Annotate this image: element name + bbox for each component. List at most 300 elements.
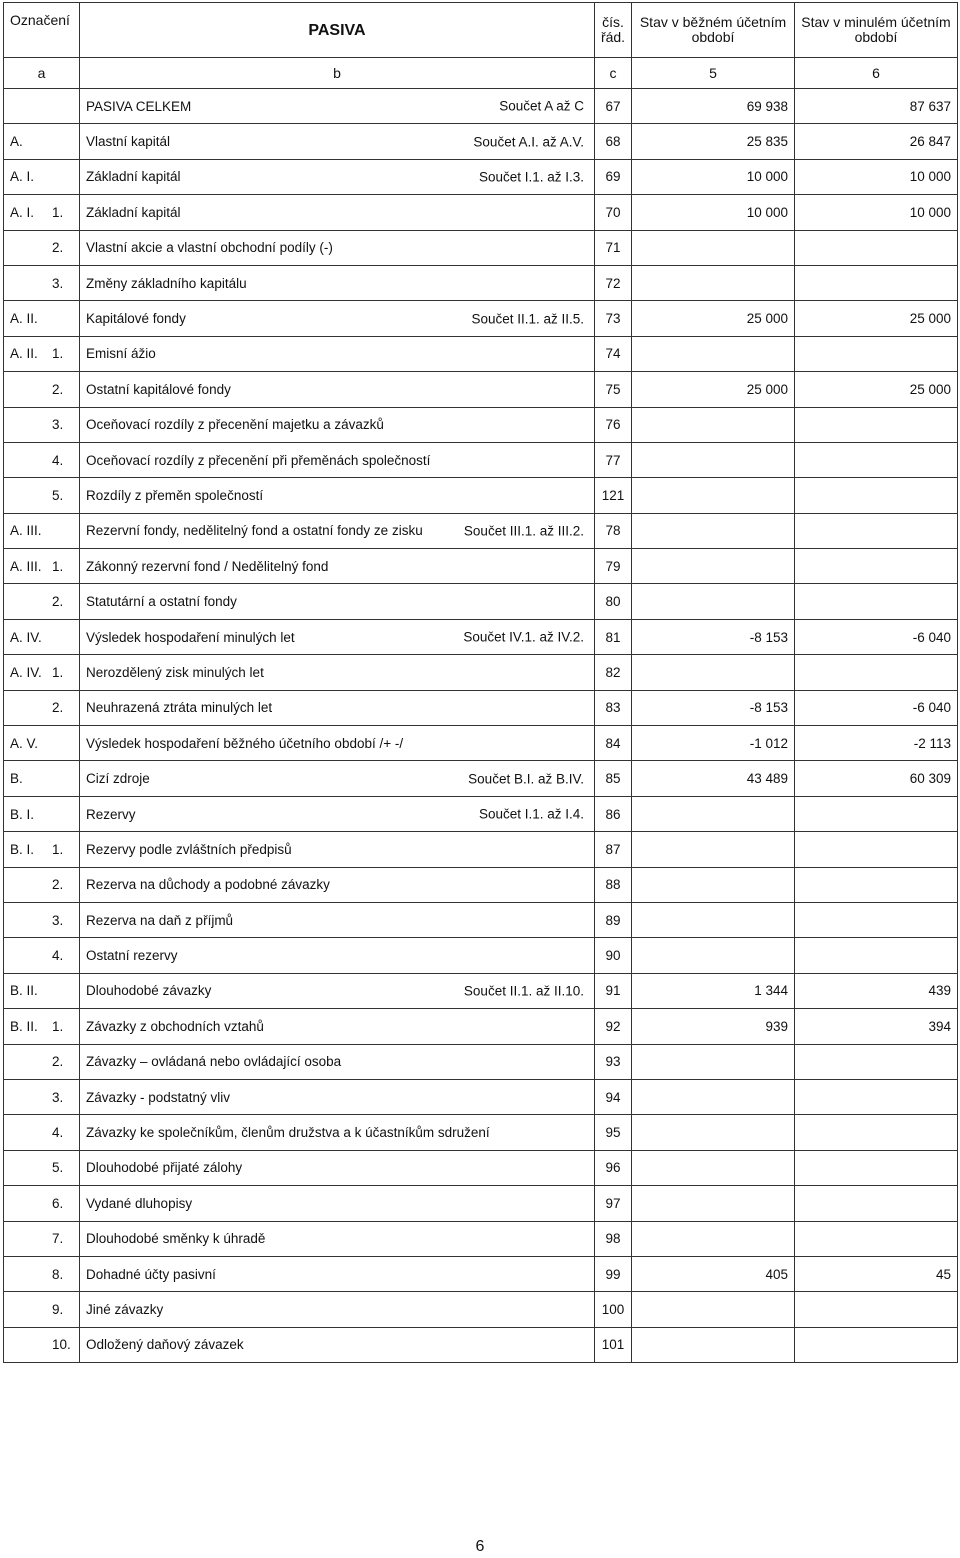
item-label-cell xyxy=(80,1079,595,1114)
designation-subcode: 2. xyxy=(52,877,64,893)
item-label: Závazky - podstatný vliv xyxy=(86,1089,231,1105)
table-row xyxy=(4,478,958,513)
table-row xyxy=(4,336,958,371)
designation-cell xyxy=(4,89,80,124)
previous-period-value: 25 000 xyxy=(795,372,958,407)
previous-period-value xyxy=(795,1044,958,1079)
item-label: Statutární a ostatní fondy xyxy=(86,594,237,610)
current-period-value: 10 000 xyxy=(632,195,795,230)
previous-period-value xyxy=(795,407,958,442)
designation-subcode: 10. xyxy=(52,1337,71,1353)
previous-period-value xyxy=(795,265,958,300)
balance-sheet-table xyxy=(3,2,958,1363)
row-number: 99 xyxy=(595,1256,632,1291)
header-designation: Označení xyxy=(4,3,80,58)
designation-cell xyxy=(4,1009,80,1044)
item-label: Nerozdělený zisk minulých let xyxy=(86,664,264,680)
previous-period-value xyxy=(795,513,958,548)
designation-code: B. I. xyxy=(10,806,35,822)
designation-subcode: 3. xyxy=(52,275,64,291)
current-period-value xyxy=(632,442,795,477)
current-period-value xyxy=(632,1221,795,1256)
item-label: Vlastní akcie a vlastní obchodní podíly (-) xyxy=(86,240,333,256)
designation-cell xyxy=(4,442,80,477)
item-label-cell xyxy=(80,726,595,761)
row-number: 84 xyxy=(595,726,632,761)
previous-period-value xyxy=(795,584,958,619)
header-row xyxy=(4,3,958,58)
subheader-5: 5 xyxy=(632,58,795,89)
item-label-cell xyxy=(80,867,595,902)
previous-period-value xyxy=(795,1221,958,1256)
current-period-value xyxy=(632,230,795,265)
designation-cell xyxy=(4,938,80,973)
current-period-value xyxy=(632,513,795,548)
designation-cell xyxy=(4,478,80,513)
designation-cell xyxy=(4,336,80,371)
table-row xyxy=(4,761,958,796)
item-label: Základní kapitál xyxy=(86,204,181,220)
item-label-cell xyxy=(80,973,595,1008)
designation-code: A. III. xyxy=(10,558,42,574)
previous-period-value xyxy=(795,796,958,831)
current-period-value: 43 489 xyxy=(632,761,795,796)
item-label: Cizí zdroje xyxy=(86,771,150,787)
previous-period-value xyxy=(795,1292,958,1327)
item-label-cell xyxy=(80,1327,595,1362)
designation-subcode: 9. xyxy=(52,1301,64,1317)
row-number: 74 xyxy=(595,336,632,371)
current-period-value: 25 835 xyxy=(632,124,795,159)
header-title: PASIVA xyxy=(80,3,595,58)
item-label: Neuhrazená ztráta minulých let xyxy=(86,700,273,716)
table-row xyxy=(4,372,958,407)
item-label: PASIVA CELKEM xyxy=(86,98,192,114)
item-label: Rozdíly z přeměn společností xyxy=(86,487,264,503)
row-number: 93 xyxy=(595,1044,632,1079)
subheader-c: c xyxy=(595,58,632,89)
item-label-cell xyxy=(80,407,595,442)
table-row xyxy=(4,938,958,973)
current-period-value xyxy=(632,1115,795,1150)
designation-cell xyxy=(4,1292,80,1327)
item-label-cell xyxy=(80,655,595,690)
table-row xyxy=(4,265,958,300)
header-current-period: Stav v běžném účetním období xyxy=(632,3,795,58)
item-label: Kapitálové fondy xyxy=(86,311,186,327)
row-number: 85 xyxy=(595,761,632,796)
table-body xyxy=(4,89,958,1363)
item-label: Odložený daňový závazek xyxy=(86,1337,244,1353)
designation-cell xyxy=(4,265,80,300)
designation-cell xyxy=(4,513,80,548)
table-row xyxy=(4,549,958,584)
row-number: 91 xyxy=(595,973,632,1008)
row-number: 89 xyxy=(595,902,632,937)
previous-period-value xyxy=(795,832,958,867)
designation-code: A. II. xyxy=(10,346,38,362)
item-label-cell xyxy=(80,938,595,973)
previous-period-value: -6 040 xyxy=(795,690,958,725)
current-period-value xyxy=(632,407,795,442)
table-row xyxy=(4,1044,958,1079)
sum-formula: Součet II.1. až II.10. xyxy=(463,983,584,999)
item-label: Oceňovací rozdíly z přecenění majetku a závazků xyxy=(86,417,384,433)
designation-code: B. II. xyxy=(10,983,38,999)
designation-code: B. II. xyxy=(10,1018,38,1034)
designation-cell xyxy=(4,301,80,336)
row-number: 98 xyxy=(595,1221,632,1256)
sum-formula: Součet IV.1. až IV.2. xyxy=(463,629,584,645)
previous-period-value xyxy=(795,1327,958,1362)
previous-period-value: 394 xyxy=(795,1009,958,1044)
current-period-value: -8 153 xyxy=(632,619,795,654)
row-number: 80 xyxy=(595,584,632,619)
row-number: 87 xyxy=(595,832,632,867)
designation-cell xyxy=(4,159,80,194)
designation-code: A. V. xyxy=(10,735,39,751)
item-label-cell xyxy=(80,513,595,548)
previous-period-value xyxy=(795,1150,958,1185)
table-row xyxy=(4,973,958,1008)
previous-period-value xyxy=(795,478,958,513)
designation-subcode: 2. xyxy=(52,381,64,397)
current-period-value xyxy=(632,655,795,690)
table-row xyxy=(4,195,958,230)
designation-cell xyxy=(4,195,80,230)
row-number: 83 xyxy=(595,690,632,725)
current-period-value xyxy=(632,265,795,300)
current-period-value: 405 xyxy=(632,1256,795,1291)
sum-formula: Součet B.I. až B.IV. xyxy=(468,771,584,787)
item-label-cell xyxy=(80,584,595,619)
designation-cell xyxy=(4,407,80,442)
designation-cell xyxy=(4,1079,80,1114)
designation-subcode: 2. xyxy=(52,1054,64,1070)
current-period-value xyxy=(632,867,795,902)
current-period-value xyxy=(632,1292,795,1327)
designation-code: B. xyxy=(10,771,23,787)
row-number: 71 xyxy=(595,230,632,265)
designation-subcode: 1. xyxy=(52,1018,64,1034)
previous-period-value xyxy=(795,1115,958,1150)
designation-subcode: 1. xyxy=(52,841,64,857)
item-label-cell xyxy=(80,832,595,867)
item-label: Ostatní kapitálové fondy xyxy=(86,381,231,397)
table-row xyxy=(4,1327,958,1362)
previous-period-value xyxy=(795,1079,958,1114)
table-row xyxy=(4,124,958,159)
previous-period-value: 45 xyxy=(795,1256,958,1291)
item-label: Dohadné účty pasivní xyxy=(86,1266,216,1282)
item-label-cell xyxy=(80,230,595,265)
designation-code: B. I. xyxy=(10,841,35,857)
designation-subcode: 1. xyxy=(52,346,64,362)
item-label-cell xyxy=(80,761,595,796)
table-row xyxy=(4,1150,958,1185)
item-label: Vydané dluhopisy xyxy=(86,1195,193,1211)
designation-code: A. I. xyxy=(10,204,35,220)
item-label-cell xyxy=(80,619,595,654)
designation-cell xyxy=(4,726,80,761)
current-period-value xyxy=(632,832,795,867)
current-period-value xyxy=(632,938,795,973)
row-number: 86 xyxy=(595,796,632,831)
designation-cell xyxy=(4,1115,80,1150)
table-row xyxy=(4,832,958,867)
current-period-value xyxy=(632,1186,795,1221)
previous-period-value xyxy=(795,442,958,477)
item-label: Rezervní fondy, nedělitelný fond a ostatní fondy ze zisku xyxy=(86,523,423,539)
current-period-value xyxy=(632,478,795,513)
designation-subcode: 7. xyxy=(52,1231,64,1247)
previous-period-value: 439 xyxy=(795,973,958,1008)
item-label: Výsledek hospodaření běžného účetního období /+ -/ xyxy=(86,735,404,751)
item-label: Závazky ke společníkům, členům družstva a k účastníkům sdružení xyxy=(86,1125,490,1141)
current-period-value xyxy=(632,336,795,371)
item-label-cell xyxy=(80,1186,595,1221)
row-number: 77 xyxy=(595,442,632,477)
designation-subcode: 2. xyxy=(52,594,64,610)
designation-cell xyxy=(4,1044,80,1079)
table-row xyxy=(4,1292,958,1327)
designation-cell xyxy=(4,761,80,796)
table-row xyxy=(4,1256,958,1291)
table-row xyxy=(4,89,958,124)
item-label: Zákonný rezervní fond / Nedělitelný fond xyxy=(86,558,329,574)
header-row-number: čís. řád. xyxy=(595,3,632,58)
item-label: Rezervy podle zvláštních předpisů xyxy=(86,841,292,857)
item-label: Změny základního kapitálu xyxy=(86,275,247,291)
designation-code: A. III. xyxy=(10,523,42,539)
table-row xyxy=(4,301,958,336)
designation-cell xyxy=(4,1186,80,1221)
item-label-cell xyxy=(80,1292,595,1327)
table-row xyxy=(4,1009,958,1044)
current-period-value xyxy=(632,584,795,619)
item-label-cell xyxy=(80,690,595,725)
designation-cell xyxy=(4,902,80,937)
subheader-6: 6 xyxy=(795,58,958,89)
item-label-cell xyxy=(80,1256,595,1291)
designation-subcode: 4. xyxy=(52,1125,64,1141)
previous-period-value xyxy=(795,230,958,265)
item-label-cell xyxy=(80,265,595,300)
row-number: 75 xyxy=(595,372,632,407)
sum-formula: Součet III.1. až III.2. xyxy=(463,523,584,539)
designation-code: A. IV. xyxy=(10,664,42,680)
item-label: Emisní ážio xyxy=(86,346,156,362)
designation-cell xyxy=(4,867,80,902)
current-period-value xyxy=(632,549,795,584)
previous-period-value xyxy=(795,655,958,690)
current-period-value xyxy=(632,902,795,937)
previous-period-value: 10 000 xyxy=(795,195,958,230)
item-label-cell xyxy=(80,372,595,407)
designation-cell xyxy=(4,1327,80,1362)
previous-period-value: 87 637 xyxy=(795,89,958,124)
previous-period-value xyxy=(795,902,958,937)
item-label: Ostatní rezervy xyxy=(86,948,178,964)
designation-subcode: 4. xyxy=(52,948,64,964)
designation-cell xyxy=(4,230,80,265)
designation-cell xyxy=(4,1150,80,1185)
designation-cell xyxy=(4,796,80,831)
designation-code: A. II. xyxy=(10,311,38,327)
previous-period-value xyxy=(795,1186,958,1221)
designation-subcode: 2. xyxy=(52,700,64,716)
row-number: 95 xyxy=(595,1115,632,1150)
row-number: 76 xyxy=(595,407,632,442)
designation-subcode: 4. xyxy=(52,452,64,468)
item-label-cell xyxy=(80,902,595,937)
row-number: 78 xyxy=(595,513,632,548)
current-period-value xyxy=(632,1327,795,1362)
row-number: 70 xyxy=(595,195,632,230)
current-period-value: -8 153 xyxy=(632,690,795,725)
row-number: 79 xyxy=(595,549,632,584)
item-label: Oceňovací rozdíly z přecenění při přeměnách společností xyxy=(86,452,431,468)
designation-cell xyxy=(4,619,80,654)
designation-cell xyxy=(4,655,80,690)
table-row xyxy=(4,902,958,937)
designation-subcode: 1. xyxy=(52,204,64,220)
designation-subcode: 8. xyxy=(52,1266,64,1282)
table-row xyxy=(4,513,958,548)
current-period-value xyxy=(632,1150,795,1185)
table-row xyxy=(4,655,958,690)
item-label-cell xyxy=(80,336,595,371)
item-label-cell xyxy=(80,124,595,159)
designation-code: A. xyxy=(10,134,23,150)
item-label: Rezerva na důchody a podobné závazky xyxy=(86,877,330,893)
row-number: 92 xyxy=(595,1009,632,1044)
table-row xyxy=(4,796,958,831)
previous-period-value: 10 000 xyxy=(795,159,958,194)
item-label: Rezerva na daň z příjmů xyxy=(86,912,234,928)
item-label: Rezervy xyxy=(86,806,136,822)
subheader-b: b xyxy=(80,58,595,89)
sum-formula: Součet II.1. až II.5. xyxy=(471,311,584,327)
item-label: Závazky z obchodních vztahů xyxy=(86,1018,264,1034)
row-number: 121 xyxy=(595,478,632,513)
designation-cell xyxy=(4,973,80,1008)
table-row xyxy=(4,619,958,654)
row-number: 72 xyxy=(595,265,632,300)
current-period-value xyxy=(632,1044,795,1079)
previous-period-value: -6 040 xyxy=(795,619,958,654)
table-row xyxy=(4,407,958,442)
item-label-cell xyxy=(80,1044,595,1079)
current-period-value: 10 000 xyxy=(632,159,795,194)
designation-subcode: 3. xyxy=(52,417,64,433)
item-label: Dlouhodobé závazky xyxy=(86,983,212,999)
previous-period-value xyxy=(795,867,958,902)
sum-formula: Součet I.1. až I.3. xyxy=(478,169,584,185)
current-period-value: -1 012 xyxy=(632,726,795,761)
current-period-value xyxy=(632,1079,795,1114)
item-label-cell xyxy=(80,796,595,831)
designation-cell xyxy=(4,832,80,867)
designation-subcode: 6. xyxy=(52,1195,64,1211)
current-period-value: 1 344 xyxy=(632,973,795,1008)
item-label-cell xyxy=(80,159,595,194)
item-label-cell xyxy=(80,1221,595,1256)
designation-cell xyxy=(4,584,80,619)
designation-subcode: 5. xyxy=(52,487,64,503)
row-number: 96 xyxy=(595,1150,632,1185)
previous-period-value: 25 000 xyxy=(795,301,958,336)
subheader-row xyxy=(4,58,958,89)
item-label-cell xyxy=(80,89,595,124)
row-number: 97 xyxy=(595,1186,632,1221)
designation-subcode: 3. xyxy=(52,912,64,928)
table-row xyxy=(4,1186,958,1221)
previous-period-value xyxy=(795,549,958,584)
table-row xyxy=(4,442,958,477)
item-label: Dlouhodobé směnky k úhradě xyxy=(86,1231,266,1247)
item-label: Výsledek hospodaření minulých let xyxy=(86,629,295,645)
designation-subcode: 1. xyxy=(52,558,64,574)
sum-formula: Součet A.I. až A.V. xyxy=(473,134,584,150)
row-number: 100 xyxy=(595,1292,632,1327)
designation-cell xyxy=(4,124,80,159)
item-label-cell xyxy=(80,1150,595,1185)
designation-cell xyxy=(4,549,80,584)
row-number: 94 xyxy=(595,1079,632,1114)
previous-period-value: 60 309 xyxy=(795,761,958,796)
item-label-cell xyxy=(80,1115,595,1150)
row-number: 73 xyxy=(595,301,632,336)
table-row xyxy=(4,230,958,265)
item-label: Závazky – ovládaná nebo ovládající osoba xyxy=(86,1054,342,1070)
row-number: 82 xyxy=(595,655,632,690)
previous-period-value xyxy=(795,938,958,973)
designation-cell xyxy=(4,1221,80,1256)
sum-formula: Součet A až C xyxy=(499,98,584,114)
row-number: 67 xyxy=(595,89,632,124)
designation-subcode: 1. xyxy=(52,664,64,680)
row-number: 81 xyxy=(595,619,632,654)
current-period-value: 25 000 xyxy=(632,301,795,336)
row-number: 69 xyxy=(595,159,632,194)
previous-period-value: 26 847 xyxy=(795,124,958,159)
table-row xyxy=(4,726,958,761)
item-label-cell xyxy=(80,195,595,230)
header-previous-period: Stav v minulém účetním období xyxy=(795,3,958,58)
item-label: Dlouhodobé přijaté zálohy xyxy=(86,1160,243,1176)
table-row xyxy=(4,867,958,902)
designation-cell xyxy=(4,690,80,725)
item-label: Základní kapitál xyxy=(86,169,181,185)
table-row xyxy=(4,584,958,619)
table-row xyxy=(4,1079,958,1114)
previous-period-value xyxy=(795,336,958,371)
table-row xyxy=(4,159,958,194)
item-label-cell xyxy=(80,478,595,513)
subheader-a: a xyxy=(4,58,80,89)
item-label-cell xyxy=(80,301,595,336)
item-label-cell xyxy=(80,442,595,477)
row-number: 68 xyxy=(595,124,632,159)
designation-code: A. I. xyxy=(10,169,35,185)
table-row xyxy=(4,1221,958,1256)
designation-subcode: 5. xyxy=(52,1160,64,1176)
item-label: Vlastní kapitál xyxy=(86,134,171,150)
designation-code: A. IV. xyxy=(10,629,42,645)
designation-subcode: 3. xyxy=(52,1089,64,1105)
designation-cell xyxy=(4,1256,80,1291)
